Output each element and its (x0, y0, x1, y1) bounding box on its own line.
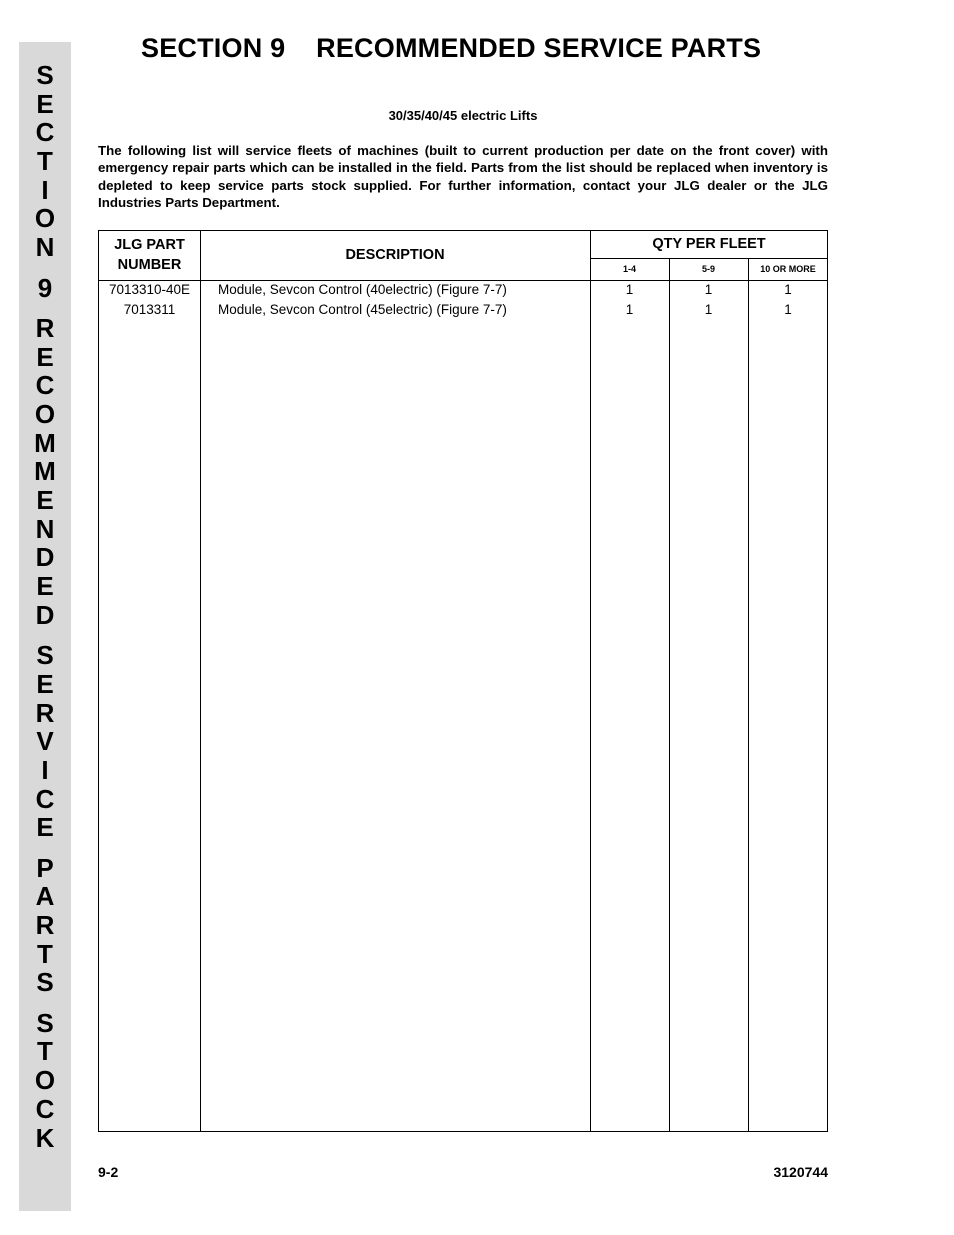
side-tab-letter: T (37, 146, 53, 177)
header-qty-1-4: 1-4 (622, 264, 636, 274)
part-number-cell: 7013310-40E (108, 282, 191, 297)
column-divider (669, 259, 670, 1131)
side-tab-letter: S (36, 640, 54, 671)
side-tab-letters (19, 62, 71, 1152)
side-tab-letter: E (36, 485, 54, 515)
side-tab-letter: P (36, 852, 54, 883)
side-tab-letter: S (36, 60, 54, 90)
side-tab-letter: M (34, 427, 56, 458)
parts-table (98, 230, 828, 1132)
qty-10-or-more-cell: 1 (784, 282, 792, 297)
header-qty-10-or-more: 10 OR MORE (760, 264, 816, 274)
side-tab-letter: R (35, 312, 55, 343)
side-tab-letter: O (34, 1065, 56, 1096)
table-row (99, 300, 828, 320)
header-description: DESCRIPTION (345, 247, 445, 263)
table-row (99, 280, 828, 300)
column-divider (200, 231, 201, 1131)
column-divider (748, 259, 749, 1131)
side-tab-letter: N (35, 513, 55, 544)
section-side-tab (19, 42, 71, 1211)
side-tab-letter: D (35, 599, 55, 630)
side-tab-letter: I (41, 174, 49, 205)
side-tab-letter: A (35, 881, 55, 912)
qty-header-divider (590, 258, 828, 259)
side-tab-letter: I (41, 754, 49, 785)
qty-10-or-more-cell: 1 (784, 302, 792, 317)
side-tab-letter: 9 (37, 272, 53, 303)
side-tab-letter: E (36, 812, 54, 843)
side-tab-letter: M (34, 456, 56, 487)
side-tab-letter: E (36, 88, 54, 119)
side-tab-letter: D (35, 542, 55, 573)
page-number: 9-2 (98, 1164, 119, 1180)
side-tab-letter: R (35, 910, 55, 940)
side-tab-letter: K (35, 1122, 55, 1153)
side-tab-letter: C (35, 117, 55, 148)
side-tab-letter: E (36, 571, 54, 602)
page-subtitle: 30/35/40/45 electric Lifts (388, 108, 538, 123)
header-part-number: JLG PART NUMBER (114, 237, 185, 273)
qty-1-4-cell: 1 (625, 302, 634, 317)
header-qty-5-9: 5-9 (701, 264, 715, 274)
side-tab-letter: C (35, 783, 55, 814)
side-tab-letter: V (36, 726, 54, 757)
side-tab-letter: T (37, 938, 53, 969)
side-tab-letter: R (35, 697, 55, 728)
description-cell: Module, Sevcon Control (40electric) (Figure 7-7) (218, 282, 507, 297)
part-number-cell: 7013311 (123, 302, 176, 317)
page-title: SECTION 9 RECOMMENDED SERVICE PARTS (141, 33, 762, 63)
side-tab-letter: C (35, 370, 55, 401)
column-divider (590, 231, 591, 1131)
description-cell: Module, Sevcon Control (45electric) (Figure 7-7) (218, 302, 507, 317)
side-tab-letter: N (35, 232, 55, 263)
side-tab-letter: T (37, 1036, 53, 1067)
header-qty-per-fleet: QTY PER FLEET (652, 236, 766, 252)
qty-5-9-cell: 1 (704, 302, 713, 317)
side-tab-letter: C (35, 1093, 55, 1124)
side-tab-letter: E (36, 341, 54, 372)
side-tab-letter: S (36, 967, 54, 998)
intro-paragraph: The following list will service fleets of machines (built to current production per date on the front cover) with emergency repair parts which can be installed in the field. Parts from the list should be replaced when inventory is depleted to keep service parts stock supplied. For further information, contact your JLG dealer or the JLG Industries Parts Department. (98, 143, 828, 210)
side-tab-letter: E (36, 668, 54, 699)
document-number: 3120744 (773, 1164, 828, 1180)
side-tab-letter: O (34, 398, 56, 429)
side-tab-letter: O (34, 203, 56, 234)
qty-1-4-cell: 1 (625, 282, 634, 297)
side-tab-letter: S (36, 1007, 54, 1038)
qty-5-9-cell: 1 (704, 282, 713, 297)
